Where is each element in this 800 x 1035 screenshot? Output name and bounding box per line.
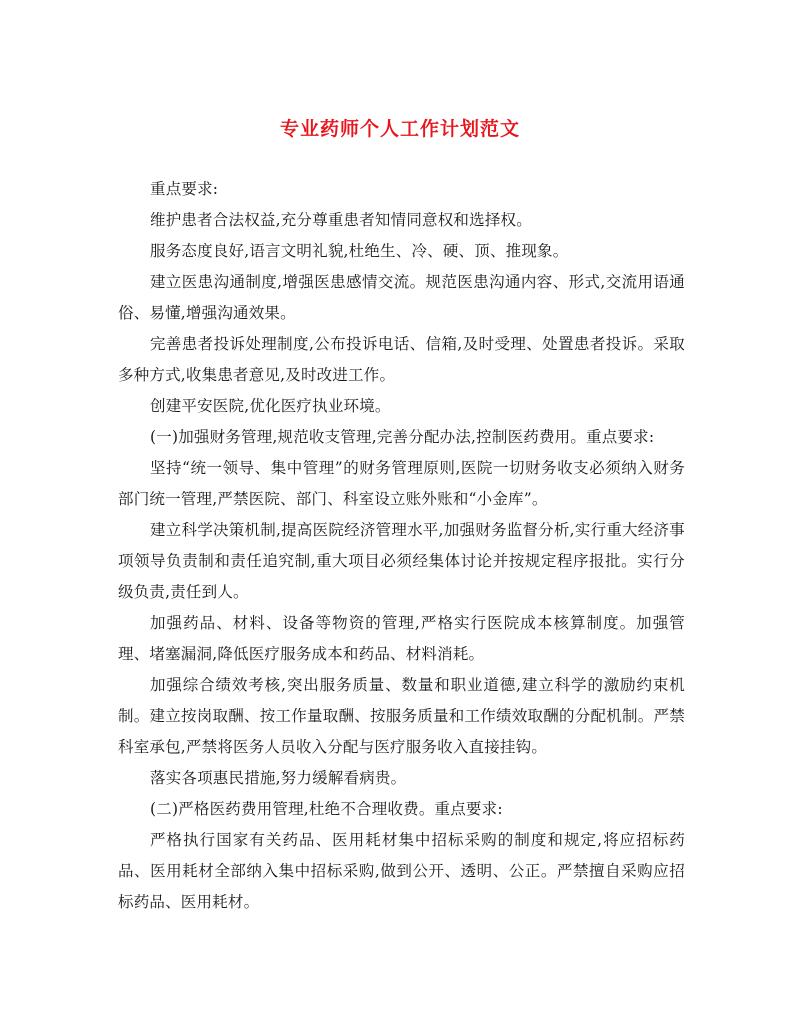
paragraph: 维护患者合法权益,充分尊重患者知情同意权和选择权。: [150, 211, 532, 229]
paragraph: 完善患者投诉处理制度,公布投诉电话、信箱,及时受理、处置患者投诉。采取多种方式,收集患者意见,及时改进工作。: [118, 335, 685, 384]
paragraph: 加强药品、材料、设备等物资的管理,严格实行医院成本核算制度。加强管理、堵塞漏洞,降低医疗服务成本和药品、材料消耗。: [118, 614, 685, 663]
paragraph: 创建平安医院,优化医疗执业环境。: [150, 397, 391, 415]
document-title: 专业药师个人工作计划范文: [279, 118, 520, 140]
paragraph: 坚持“统一领导、集中管理”的财务管理原则,医院一切财务收支必须纳入财务部门统一管理,严禁医院、部门、科室设立账外账和“小金库”。: [118, 459, 685, 508]
paragraph: 建立科学决策机制,提高医院经济管理水平,加强财务监督分析,实行重大经济事项领导负责制和责任追究制,重大项目必须经集体讨论并按规定程序报批。实行分级负责,责任到人。: [118, 521, 685, 601]
paragraph: (二)严格医药费用管理,杜绝不合理收费。重点要求:: [150, 800, 503, 818]
paragraph: 加强综合绩效考核,突出服务质量、数量和职业道德,建立科学的激励约束机制。建立按岗取酬、按工作量取酬、按服务质量和工作绩效取酬的分配机制。严禁科室承包,严禁将医务人员收入分配与医疗服务收入直接挂钩。: [118, 676, 685, 756]
paragraph: 建立医患沟通制度,增强医患感情交流。规范医患沟通内容、形式,交流用语通俗、易懂,增强沟通效果。: [118, 273, 685, 322]
paragraph: 严格执行国家有关药品、医用耗材集中招标采购的制度和规定,将应招标药品、医用耗材全部纳入集中招标采购,做到公开、透明、公正。严禁擅自采购应招标药品、医用耗材。: [118, 831, 685, 911]
document-body: [118, 174, 685, 918]
paragraph: 重点要求:: [150, 180, 219, 198]
paragraph: (一)加强财务管理,规范收支管理,完善分配办法,控制医药费用。重点要求:: [150, 428, 655, 446]
paragraph: 落实各项惠民措施,努力缓解看病贵。: [150, 769, 407, 787]
paragraph: 服务态度良好,语言文明礼貌,杜绝生、冷、硬、顶、推现象。: [150, 242, 569, 260]
